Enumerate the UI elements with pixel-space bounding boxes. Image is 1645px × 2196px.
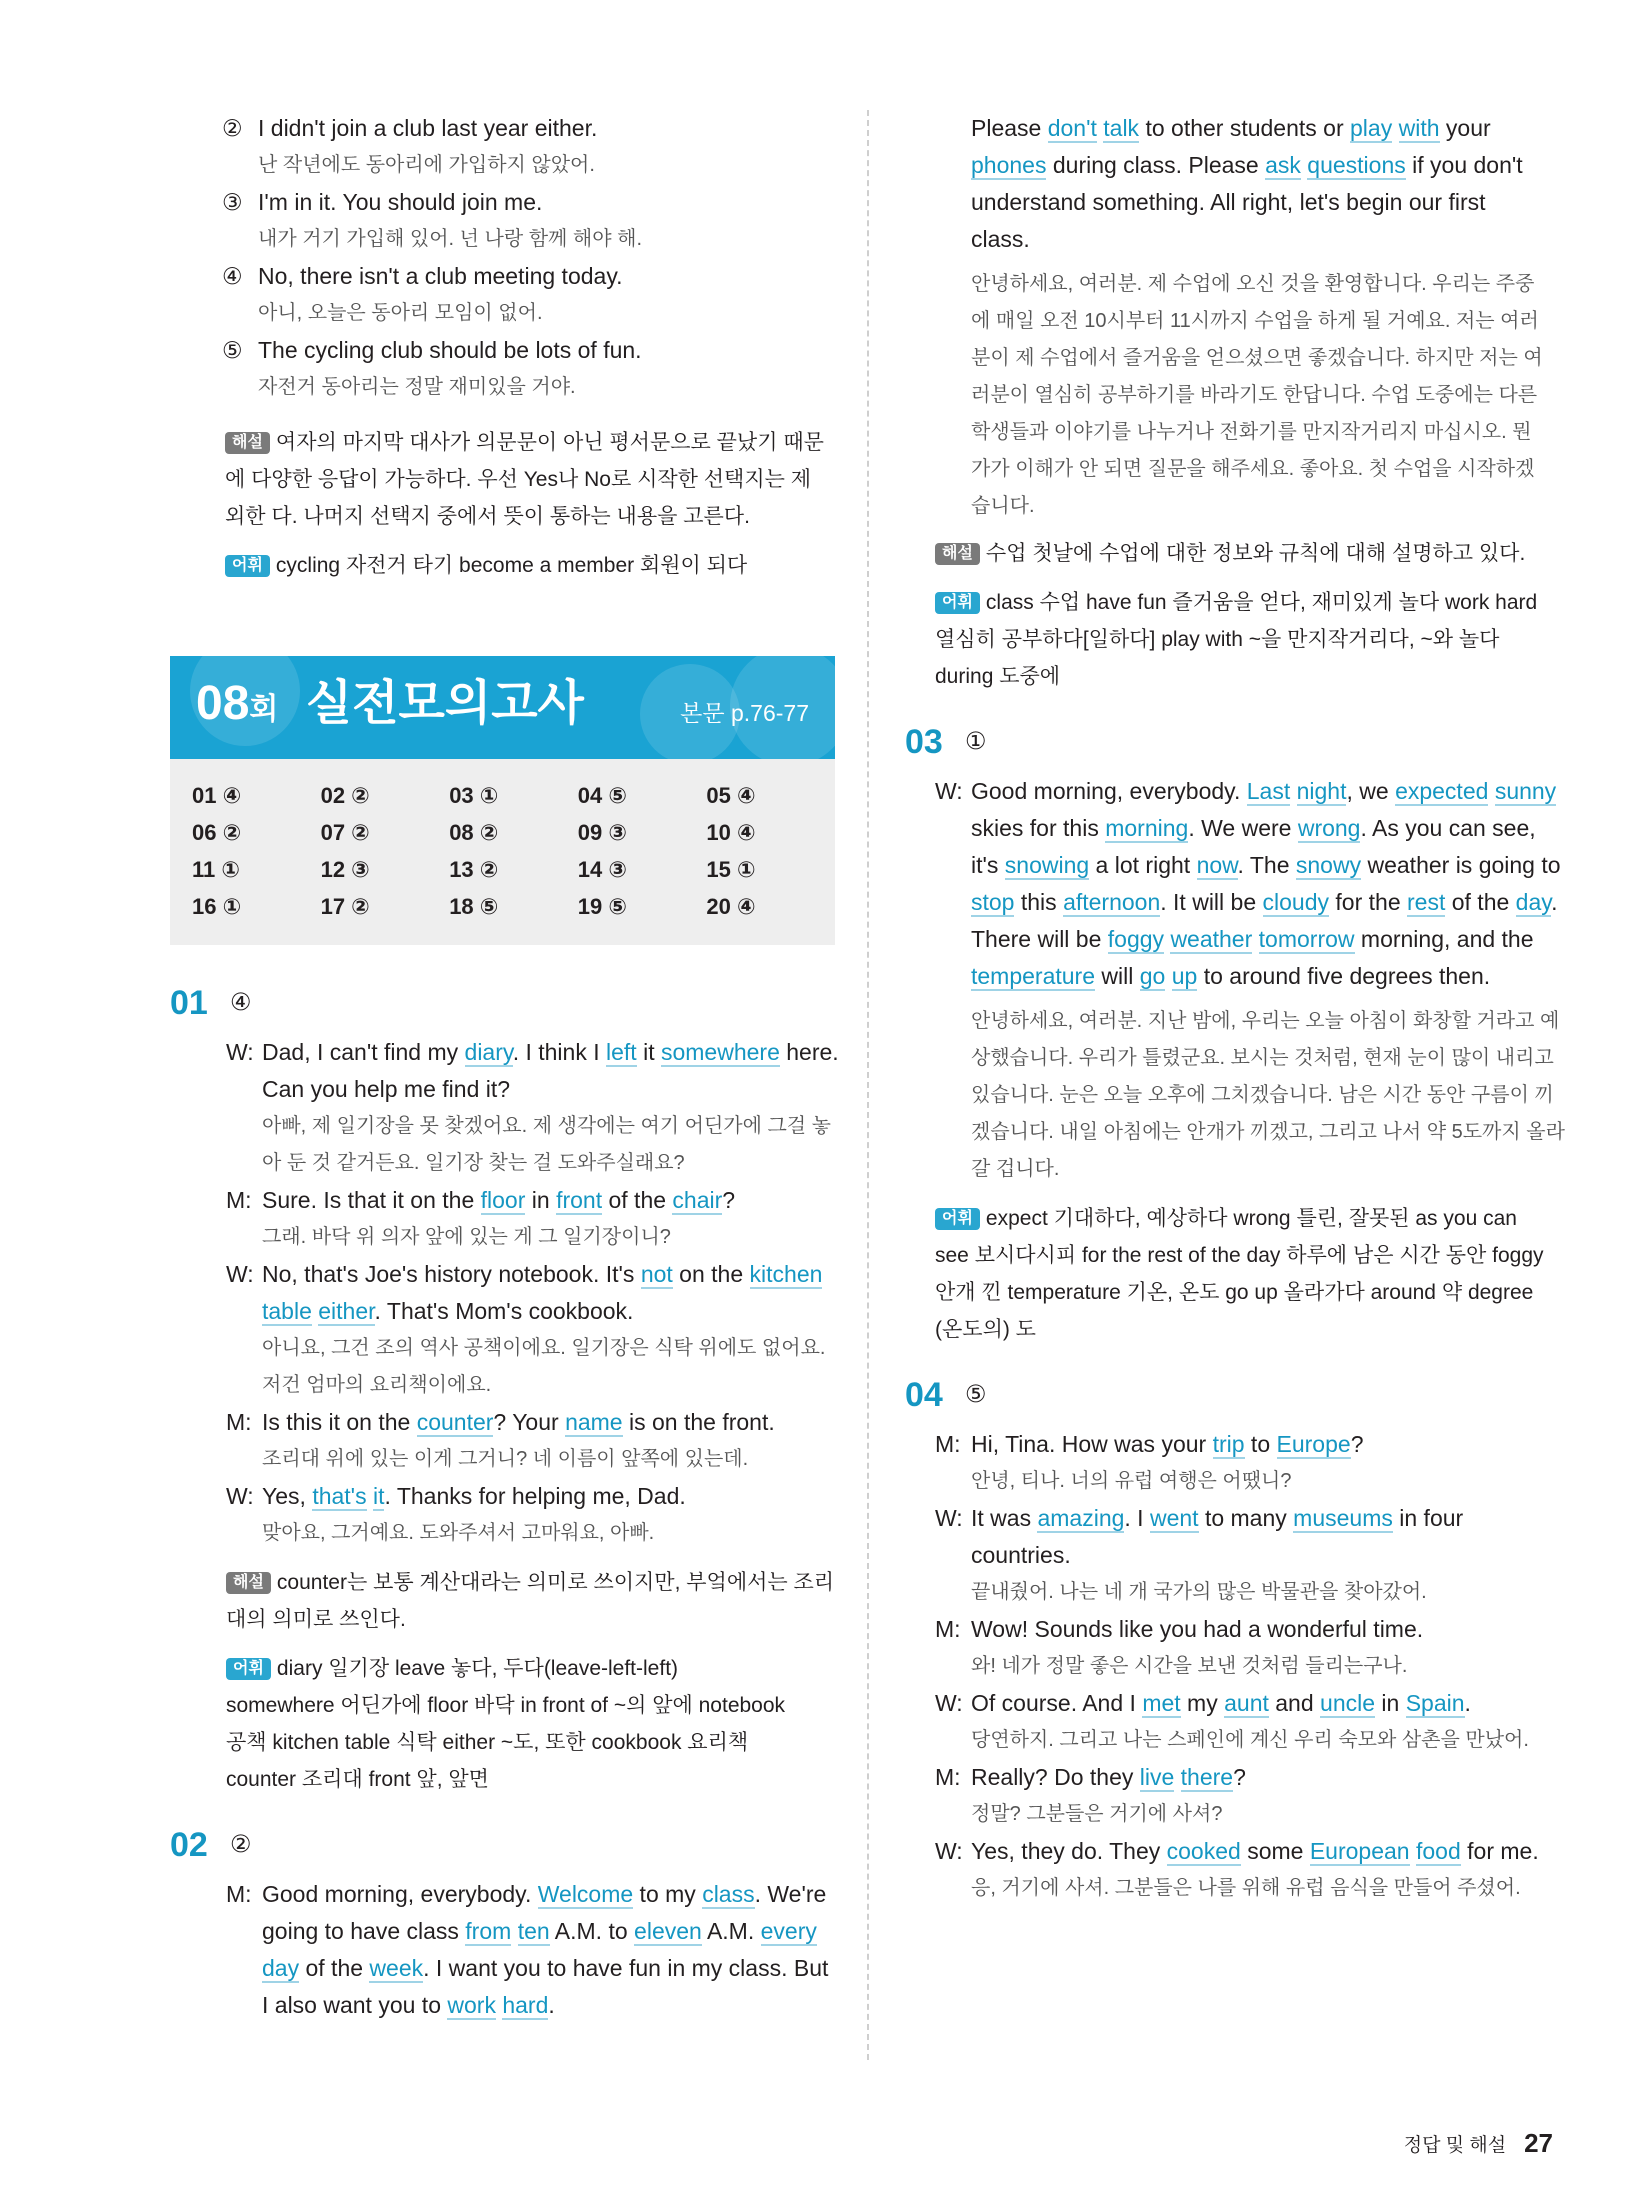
speaker-label: W: [226, 1483, 254, 1509]
banner-page-reference: 본문 p.76-77 [680, 700, 809, 726]
question-04-header [905, 1370, 1565, 1420]
dialogue-turn [935, 1833, 1565, 1907]
vocabulary-text: cycling 자전거 타기 become a member 회원이 되다 [275, 554, 748, 577]
dialogue-english: Hi, Tina. How was your trip to Europe? [971, 1431, 1364, 1457]
page-number: 27 [1524, 2128, 1553, 2158]
banner-title [196, 674, 584, 740]
dialogue-english: Sure. Is that it on the floor in front of the chair? [262, 1187, 736, 1213]
banner-hoe: 회 [249, 693, 279, 726]
column-divider [867, 110, 869, 2060]
dialogue-korean: 안녕하세요, 여러분. 지난 밤에, 우리는 오늘 아침이 화창할 거라고 예상했습니다. 우리가 틀렸군요. 보시는 것처럼, 현재 눈이 많이 내리고 있습니다. 눈은 오늘 오후에 그치겠습니다. 남은 시간 동안 구름이 끼겠습니다. 내일 아침에는 안개가 끼겠고, 그리고 나서 약 5도까지 올라갈 겁니다. [971, 1010, 1565, 1180]
explanation-tag: 해설 [935, 543, 980, 565]
answer-cell: 16 ① [192, 894, 242, 919]
answer-cell: 03 ① [449, 783, 499, 808]
question-03-script [935, 773, 1565, 1188]
test-banner [170, 656, 835, 759]
answer-row [192, 888, 835, 925]
option-number: ② [222, 115, 243, 141]
dialogue-english: Is this it on the counter? Your name is on the front. [262, 1409, 775, 1435]
question-01-script [226, 1034, 840, 1552]
answer-cell: 05 ④ [706, 783, 756, 808]
dialogue-korean: 응, 거기에 사셔. 그분들은 나를 위해 유럽 음식을 만들어 주셨어. [971, 1877, 1521, 1899]
question-02-script-continued [971, 110, 1565, 525]
vocabulary [935, 1200, 1555, 1348]
question-02-script [226, 1876, 840, 2024]
dialogue-turn [226, 1256, 840, 1404]
option-korean: 아니, 오늘은 동아리 모임이 없어. [258, 302, 543, 324]
answer-row [192, 851, 835, 888]
answer-cell: 01 ④ [192, 783, 242, 808]
question-02-header [170, 1820, 840, 1870]
option-korean: 자전거 동아리는 정말 재미있을 거야. [258, 376, 576, 398]
dialogue-english: It was amazing. I went to many museums in four countries. [971, 1505, 1464, 1568]
dialogue-korean: 정말? 그분들은 거기에 사셔? [971, 1803, 1223, 1825]
question-number: 04 [905, 1376, 943, 1414]
answer-cell: 07 ② [320, 820, 370, 845]
vocabulary-tag: 어휘 [935, 1208, 980, 1230]
speaker-label: M: [935, 1616, 961, 1642]
option-english: I'm in it. You should join me. [258, 189, 543, 215]
vocabulary-tag: 어휘 [226, 1658, 271, 1680]
question-answer: ⑤ [964, 1381, 987, 1408]
dialogue-english: Really? Do they live there? [971, 1764, 1246, 1790]
option-number: ④ [222, 263, 243, 289]
option-number: ⑤ [222, 337, 243, 363]
dialogue-turn [226, 1404, 840, 1478]
vocabulary [226, 1650, 786, 1798]
dialogue-korean: 아니요, 그건 조의 역사 공책이에요. 일기장은 식탁 위에도 없어요. 저건 엄마의 요리책이에요. [262, 1337, 826, 1396]
explanation-text: 여자의 마지막 대사가 의문문이 아닌 평서문으로 끝났기 때문에 다양한 응답이 가능하다. 우선 Yes나 No로 시작한 선택지는 제외한 다. 나머지 선택지 중에서 뜻이 통하는 내용을 고른다. [225, 431, 824, 528]
answer-cell: 17 ② [320, 894, 370, 919]
option-english: The cycling club should be lots of fun. [258, 337, 642, 363]
dialogue-turn [935, 1426, 1565, 1500]
dialogue-turn [935, 1685, 1565, 1759]
dialogue-korean: 당연하지. 그리고 나는 스페인에 계신 우리 숙모와 삼촌을 만났어. [971, 1729, 1529, 1751]
vocabulary-tag: 어휘 [225, 555, 270, 577]
answer-cell: 13 ② [449, 857, 499, 882]
question-answer: ① [964, 728, 987, 755]
speaker-label: M: [935, 1431, 961, 1457]
dialogue-korean: 와! 네가 정말 좋은 시간을 보낸 것처럼 들리는구나. [971, 1655, 1408, 1677]
speaker-label: W: [226, 1261, 254, 1287]
dialogue-korean: 그래. 바닥 위 의자 앞에 있는 게 그 일기장이니? [262, 1226, 671, 1248]
question-answer: ④ [229, 989, 252, 1016]
dialogue-korean: 안녕, 티나. 너의 유럽 여행은 어땠니? [971, 1470, 1292, 1492]
speaker-label: M: [226, 1187, 252, 1213]
speaker-label: W: [935, 1690, 963, 1716]
dialogue-turn [935, 773, 1565, 1188]
dialogue-korean: 아빠, 제 일기장을 못 찾겠어요. 제 생각에는 여기 어딘가에 그걸 놓아 둔 것 같거든요. 일기장 찾는 걸 도와주실래요? [262, 1115, 831, 1174]
question-03-header [905, 717, 1565, 767]
question-01-header [170, 978, 840, 1028]
footer-section-label: 정답 및 해설 [1403, 2135, 1507, 2156]
dialogue-english: Of course. And I met my aunt and uncle in Spain. [971, 1690, 1471, 1716]
dialogue-turn [935, 1500, 1565, 1611]
answer-cell: 19 ⑤ [577, 894, 627, 919]
answer-cell: 02 ② [320, 783, 370, 808]
banner-title-text: 실전모의고사 [305, 677, 584, 730]
explanation-tag: 해설 [225, 432, 270, 454]
option-english: No, there isn't a club meeting today. [258, 263, 623, 289]
question-number: 03 [905, 723, 943, 761]
right-column [905, 110, 1565, 1907]
vocabulary-text: expect 기대하다, 예상하다 wrong 틀린, 잘못된 as you can see 보시다시피 for the rest of the day 하루에 남은 시간 동안 foggy 안개 낀 temperature 기온, 온도 go up 올라가다 around 약 degree (온도의) 도 [935, 1207, 1544, 1341]
speaker-label: W: [935, 1838, 963, 1864]
answer-row [192, 777, 835, 814]
option-korean: 난 작년에도 동아리에 가입하지 않았어. [258, 154, 595, 176]
dialogue-english: Yes, that's it. Thanks for helping me, Dad. [262, 1483, 686, 1509]
option-list [222, 110, 840, 406]
explanation-text: 수업 첫날에 수업에 대한 정보와 규칙에 대해 설명하고 있다. [985, 542, 1526, 565]
option-item [222, 332, 840, 406]
speaker-label: W: [935, 1505, 963, 1531]
vocabulary-text: diary 일기장 leave 놓다, 두다(leave-left-left) somewhere 어딘가에 floor 바닥 in front of ~의 앞에 notebook 공책 kitchen table 식탁 either ~도, 또한 cookbook 요리책 counter 조리대 front 앞, 앞면 [226, 1657, 786, 1791]
banner-number: 08 [196, 677, 250, 730]
dialogue-korean: 안녕하세요, 여러분. 제 수업에 오신 것을 환영합니다. 우리는 주중에 매일 오전 10시부터 11시까지 수업을 하게 될 거예요. 저는 여러분이 제 수업에서 즐거움을 얻으셨으면 좋겠습니다. 하지만 저는 여러분이 열심히 공부하기를 바라기도 한답니다. 수업 도중에는 다른 학생들과 이야기를 나누거나 전화기를 만지작거리지 마십시오. 뭔가가 이해가 안 되면 질문을 해주세요. 좋아요. 첫 수업을 시작하겠습니다. [971, 273, 1543, 517]
explanation [225, 424, 825, 535]
answer-cell: 18 ⑤ [449, 894, 499, 919]
dialogue-english: Good morning, everybody. Last night, we expected sunny skies for this morning. We were wrong. As you can see, it's snowing a lot right now. The snowy weather is going to stop this afternoon. It will be cloudy for the rest of the day. There will be foggy weather tomorrow morning, and the temperature will go up to around five degrees then. [971, 778, 1561, 989]
vocabulary [935, 584, 1555, 695]
explanation-tag: 해설 [226, 1572, 271, 1594]
dialogue-english: Yes, they do. They cooked some European food for me. [971, 1838, 1539, 1864]
answer-cell: 06 ② [192, 820, 242, 845]
answer-cell: 04 ⑤ [577, 783, 627, 808]
explanation-text: counter는 보통 계산대라는 의미로 쓰이지만, 부엌에서는 조리대의 의미로 쓰인다. [226, 1571, 835, 1631]
vocabulary [225, 547, 825, 584]
question-04-script [935, 1426, 1565, 1907]
question-number: 01 [170, 984, 208, 1022]
left-column [160, 110, 840, 584]
option-english: I didn't join a club last year either. [258, 115, 598, 141]
option-korean: 내가 거기 가입해 있어. 넌 나랑 함께 해야 해. [258, 228, 643, 250]
dialogue-turn [226, 1876, 840, 2024]
vocabulary-tag: 어휘 [935, 592, 980, 614]
answer-cell: 14 ③ [577, 857, 627, 882]
answer-cell: 11 ① [192, 857, 240, 882]
answer-cell: 09 ③ [577, 820, 627, 845]
speaker-label: M: [226, 1409, 252, 1435]
speaker-label: M: [935, 1764, 961, 1790]
dialogue-turn [226, 1034, 840, 1182]
speaker-label: M: [226, 1881, 252, 1907]
left-column-lower [170, 978, 840, 2024]
page-footer [1404, 2128, 1553, 2159]
answer-row [192, 814, 835, 851]
explanation [226, 1564, 836, 1638]
answer-key-grid [170, 759, 835, 945]
dialogue-english: Good morning, everybody. Welcome to my class. We're going to have class from ten A.M. to eleven A.M. every day of the week. I want you to have fun in my class. But I also want you to work hard. [262, 1881, 829, 2018]
answer-cell: 08 ② [449, 820, 499, 845]
dialogue-english: Wow! Sounds like you had a wonderful time. [971, 1616, 1424, 1642]
answer-cell: 15 ① [706, 857, 756, 882]
dialogue-english: Please don't talk to other students or play with your phones during class. Please ask questions if you don't understand something. All right, let's begin our first class. [971, 115, 1523, 252]
vocabulary-text: class 수업 have fun 즐거움을 얻다, 재미있게 놀다 work hard 열심히 공부하다[일하다] play with ~을 만지작거리다, ~와 놀다 during 도중에 [935, 591, 1538, 688]
dialogue-turn [226, 1478, 840, 1552]
dialogue-korean: 맞아요, 그거예요. 도와주셔서 고마워요, 아빠. [262, 1522, 655, 1544]
option-item [222, 110, 840, 184]
answer-cell: 12 ③ [320, 857, 370, 882]
dialogue-korean: 끝내줬어. 나는 네 개 국가의 많은 박물관을 찾아갔어. [971, 1581, 1427, 1603]
question-answer: ② [229, 1831, 252, 1858]
question-number: 02 [170, 1826, 208, 1864]
explanation [935, 535, 1555, 572]
speaker-label: W: [935, 778, 963, 804]
option-item [222, 258, 840, 332]
dialogue-turn [226, 1182, 840, 1256]
dialogue-korean: 조리대 위에 있는 이게 그거니? 네 이름이 앞쪽에 있는데. [262, 1448, 749, 1470]
option-number: ③ [222, 189, 243, 215]
dialogue-english: Dad, I can't find my diary. I think I left it somewhere here. Can you help me find it? [262, 1039, 839, 1102]
dialogue-turn [935, 1759, 1565, 1833]
speaker-label: W: [226, 1039, 254, 1065]
option-item [222, 184, 840, 258]
dialogue-english: No, that's Joe's history notebook. It's not on the kitchen table either. That's Mom's cookbook. [262, 1261, 823, 1324]
answer-cell: 20 ④ [706, 894, 756, 919]
answer-cell: 10 ④ [706, 820, 756, 845]
dialogue-turn [935, 1611, 1565, 1685]
